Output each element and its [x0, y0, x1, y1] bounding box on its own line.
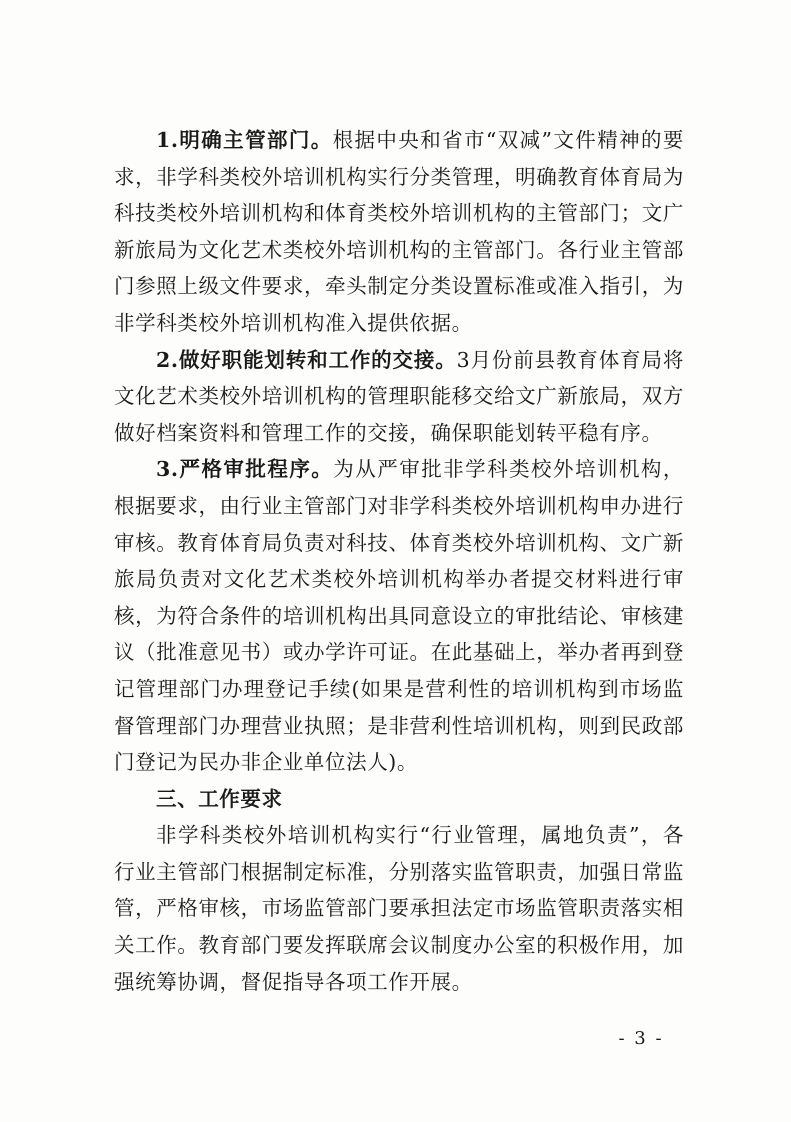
paragraph-1-lead: 1.明确主管部门。 — [156, 128, 333, 152]
paragraph-3-body: 为从严审批非学科类校外培训机构，根据要求，由行业主管部门对非学科类校外培训机构申办进行审核。教育体育局负责对科技、体育类校外培训机构、文广新旅局负责对文化艺术类校外培训机构举办者提交材料进行审核，为符合条件的培训机构出具同意设立的审批结论、审核建议（批准意见书）或办学许可证。在此基础上，举办者再到登记管理部门办理登记手续(如果是营利性的培训机构到市场监督管理部门办理营业执照；是非营利性培训机构，则到民政部门登记为民办非企业单位法人)。 — [114, 457, 684, 775]
paragraph-1 — [114, 122, 684, 342]
section-heading: 三、工作要求 — [156, 786, 283, 811]
paragraph-2 — [114, 342, 684, 452]
paragraph-3 — [114, 451, 684, 780]
paragraph-1-body: 根据中央和省市“双减”文件精神的要求，非学科类校外培训机构实行分类管理，明确教育体育局为科技类校外培训机构和体育类校外培训机构的主管部门；文广新旅局为文化艺术类校外培训机构的主管部门。各行业主管部门参照上级文件要求，牵头制定分类设置标准或准入指引，为非学科类校外培训机构准入提供依据。 — [114, 128, 684, 335]
page-number: - 3 - — [618, 1028, 664, 1049]
paragraph-2-body: 3月份前县教育体育局将文化艺术类校外培训机构的管理职能移交给文广新旅局，双方做好档案资料和管理工作的交接，确保职能划转平稳有序。 — [114, 347, 684, 445]
document-content — [114, 122, 684, 1000]
paragraph-2-lead: 2.做好职能划转和工作的交接。 — [156, 347, 457, 372]
section-body: 非学科类校外培训机构实行“行业管理，属地负责”，各行业主管部门根据制定标准，分别落实监管职责，加强日常监管，严格审核，市场监管部门要承担法定市场监管职责落实相关工作。教育部门要发挥联席会议制度办公室的积极作用，加强统筹协调，督促指导各项工作开展。 — [114, 823, 684, 994]
paragraph-3-lead: 3.严格审批程序。 — [156, 457, 334, 482]
